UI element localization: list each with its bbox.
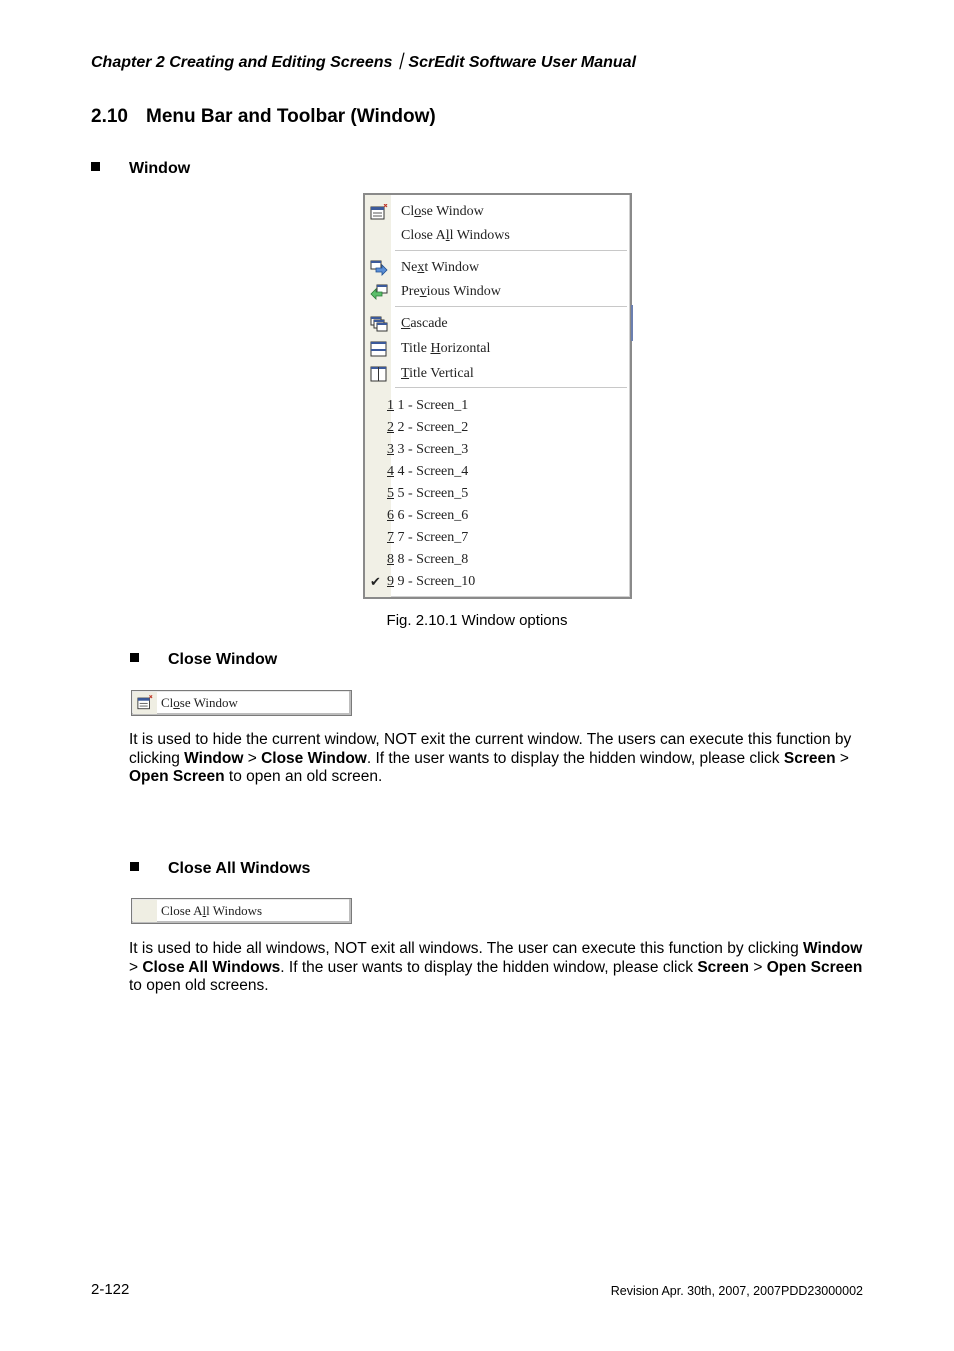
menu-item-window-2[interactable]: 2 2 - Screen_2 [387, 420, 469, 435]
running-header: Chapter 2 Creating and Editing Screens｜ScrEdit Software User Manual [91, 54, 637, 71]
page-number: 2-122 [91, 1281, 130, 1298]
bullet-square-icon [130, 653, 139, 662]
figure-caption: Fig. 2.10.1 Window options [386, 612, 568, 629]
window-bullet-label: Window [129, 160, 191, 177]
menu-separator [395, 250, 627, 251]
menu-item-window-1[interactable]: 1 1 - Screen_1 [387, 398, 469, 413]
menu-separator [395, 306, 627, 307]
bullet-square-icon [130, 862, 139, 871]
bullet-square-icon [91, 162, 100, 171]
menu-item-close-window[interactable]: Close Window [365, 201, 627, 223]
menu-item-close-all-windows[interactable]: Close All Windows [401, 228, 510, 243]
section-number: 2.10 [91, 106, 128, 127]
cascade-icon [370, 316, 388, 332]
close-window-icon [370, 204, 388, 220]
window-menu [363, 193, 632, 599]
close-window-button[interactable] [131, 690, 352, 716]
close-window-bullet [130, 651, 278, 669]
checkmark-icon: ✔ [370, 574, 381, 589]
close-window-description: It is used to hide the current window, NOT exit the current window. The users can execute this function by clicking Window > Close Window. If the user wants to display the hidden window, please click Screen > Open Screen to open an old screen. [129, 731, 852, 785]
menu-item-window-3[interactable]: 3 3 - Screen_3 [387, 442, 469, 457]
menu-item-window-5[interactable]: 5 5 - Screen_5 [387, 486, 469, 501]
button-icon-gutter [133, 900, 157, 922]
menu-item-window-6[interactable]: 6 6 - Screen_6 [387, 508, 469, 523]
menu-item-window-8[interactable]: 8 8 - Screen_8 [387, 552, 469, 567]
menu-item-window-4[interactable]: 4 4 - Screen_4 [387, 464, 469, 479]
close-all-windows-bullet [130, 860, 311, 878]
tile-vertical-icon [370, 366, 388, 382]
close-window-button-label: Close Window [161, 695, 238, 710]
menu-item-next-window[interactable]: Next Window [365, 257, 627, 279]
menu-item-previous-window[interactable]: Previous Window [365, 281, 627, 303]
previous-window-icon [370, 284, 388, 300]
close-all-windows-button[interactable] [131, 898, 352, 924]
close-all-windows-description: It is used to hide all windows, NOT exit all windows. The user can execute this function by clicking Window > Close All Windows. If the user wants to display the hidden window, please click Screen > Open Screen to open old screens. [129, 940, 863, 994]
menu-item-tile-vertical[interactable]: Title Vertical [365, 363, 627, 385]
close-all-windows-heading: Close All Windows [168, 860, 311, 877]
close-all-windows-button-label: Close All Windows [161, 903, 263, 918]
menu-item-tile-horizontal[interactable]: Title Horizontal [365, 338, 627, 360]
tile-horizontal-icon [370, 341, 388, 357]
next-window-icon [370, 260, 388, 276]
window-bullet [91, 160, 191, 178]
menu-item-window-9[interactable]: ✔ 9 9 - Screen_10 [370, 574, 476, 589]
close-window-heading: Close Window [168, 651, 278, 668]
menu-item-window-7[interactable]: 7 7 - Screen_7 [387, 530, 469, 545]
revision-note: Revision Apr. 30th, 2007, 2007PDD23000002 [610, 1284, 863, 1298]
close-window-icon [137, 695, 153, 710]
menu-item-cascade[interactable]: Cascade [365, 313, 627, 335]
section-title: Menu Bar and Toolbar (Window) [146, 106, 436, 127]
menu-separator [395, 387, 627, 388]
scroll-indicator [631, 305, 633, 341]
section-heading [91, 106, 436, 128]
